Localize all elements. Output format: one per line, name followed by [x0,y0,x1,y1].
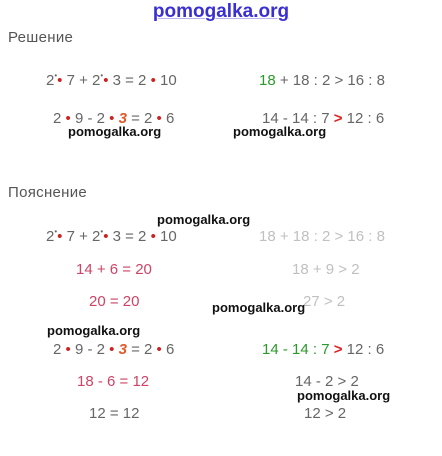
explanation-left-equation-5: 18 - 6 = 12 [77,373,150,390]
explanation-left-equation-1: 2•• 7 + 2•• 3 = 2 • 10 [46,227,177,245]
watermark-text: pomogalka.org [233,124,327,139]
explanation-heading: Пояснение [8,184,88,201]
solution-left-equation-1: 2•• 7 + 2•• 3 = 2 • 10 [46,71,177,89]
explanation-right-equation-4: 14 - 14 : 7 > 12 : 6 [262,341,385,358]
solution-right-equation-1: 18 + 18 : 2 > 16 : 8 [259,72,385,89]
explanation-right-equation-2: 18 + 9 > 2 [292,261,360,278]
watermark-text: pomogalka.org [47,323,141,338]
explanation-right-equation-6: 12 > 2 [304,405,347,422]
watermark-text: pomogalka.org [297,388,391,403]
explanation-right-equation-1: 18 + 18 : 2 > 16 : 8 [259,228,385,245]
watermark-text: pomogalka.org [212,300,306,315]
explanation-right-equation-5: 14 - 2 > 2 [295,373,359,390]
explanation-right-equation-3: 27 > 2 [303,293,346,310]
explanation-left-equation-4: 2 • 9 - 2 • 3 = 2 • 6 [53,341,175,358]
site-title[interactable]: pomogalka.org [152,1,290,22]
explanation-left-equation-3: 20 = 20 [89,293,140,310]
solution-right-equation-2: 14 - 14 : 7 > 12 : 6 [262,110,385,127]
solution-heading: Решение [8,29,74,46]
watermark-text: pomogalka.org [157,212,251,227]
explanation-left-equation-6: 12 = 12 [89,405,140,422]
watermark-text: pomogalka.org [68,124,162,139]
explanation-left-equation-2: 14 + 6 = 20 [76,261,152,278]
solution-left-equation-2: 2 • 9 - 2 • 3 = 2 • 6 [53,110,175,127]
